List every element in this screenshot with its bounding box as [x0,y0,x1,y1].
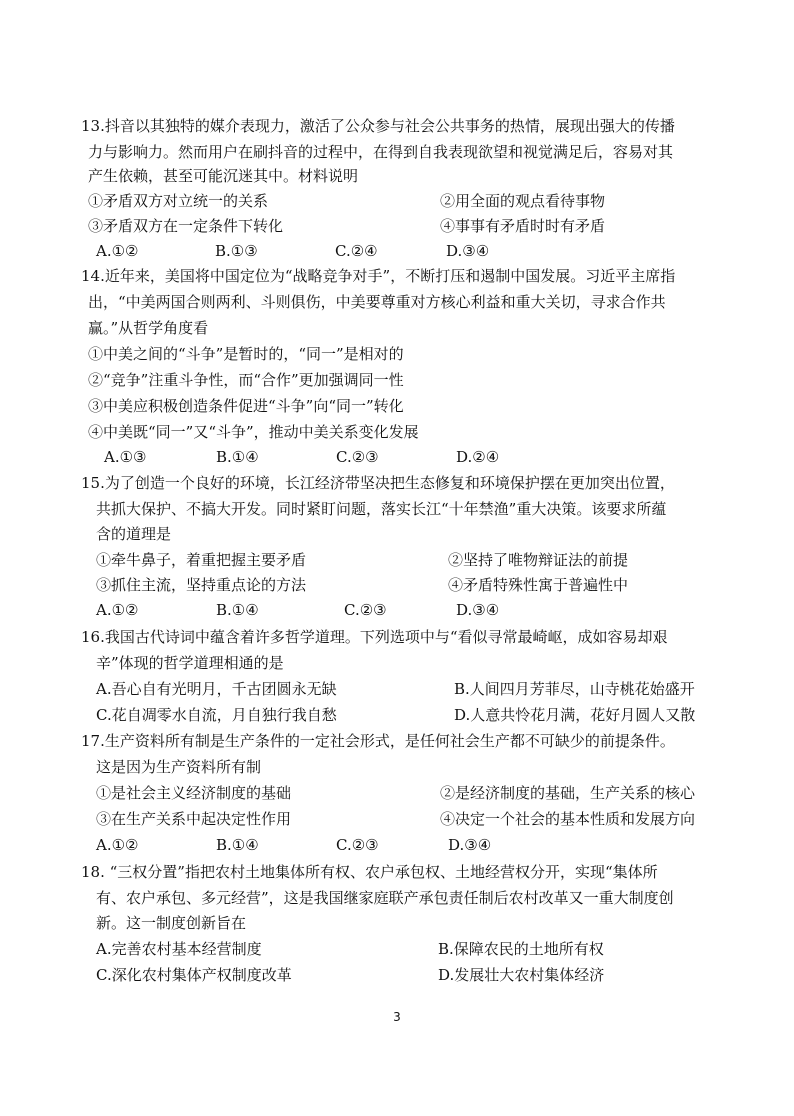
question-13-statement-1: ①矛盾双方对立统一的关系 [88,192,269,210]
question-14-line-3: 赢。”从哲学角度看 [88,319,209,337]
question-18-line-3: 新。这一制度创新旨在 [96,914,247,932]
question-17-option-d: D.③④ [448,836,492,854]
question-14-option-d: D.②④ [456,448,500,466]
question-16-line-1: 16.我国古代诗词中蕴含着许多哲学道理。下列选项中与“看似寻常最崎岖，成如容易却艰 [81,628,668,646]
question-14-line-2: 出，“中美两国合则两利、斗则俱伤，中美要尊重对方核心利益和重大关切，寻求合作共 [88,293,666,311]
question-17-option-a: A.①② [96,836,139,854]
question-13-line-1: 13.抖音以其独特的媒介表现力，激活了公众参与社会公共事务的热情，展现出强大的传播 [81,117,675,135]
question-13-option-a: A.①② [96,242,139,260]
question-15-statement-4: ④矛盾特殊性寓于普遍性中 [448,576,629,594]
question-14-statement-2: ②“竞争”注重斗争性，而“合作”更加强调同一性 [88,371,404,389]
question-17-statement-1: ①是社会主义经济制度的基础 [96,784,292,802]
question-16-option-b: B.人间四月芳菲尽，山寺桃花始盛开 [454,680,695,698]
question-17-statement-2: ②是经济制度的基础，生产关系的核心 [440,784,696,802]
question-14-option-c: C.②③ [336,448,379,466]
question-14-option-a: A.①③ [104,448,147,466]
question-15-option-b: B.①④ [216,601,259,619]
question-18-line-1: 18. “三权分置”指把农村土地集体所有权、农户承包权、土地经营权分开，实现“集体所 [81,863,658,881]
question-15-statement-2: ②坚持了唯物辩证法的前提 [448,551,629,569]
question-14-statement-4: ④中美既“同一”又“斗争”，推动中美关系变化发展 [88,423,419,441]
question-16-option-a: A.吾心自有光明月，千古团圆永无缺 [96,680,337,698]
question-17-line-2: 这是因为生产资料所有制 [96,758,262,776]
question-17-statement-3: ③在生产关系中起决定性作用 [96,810,292,828]
question-17-option-c: C.②③ [336,836,379,854]
question-13-option-d: D.③④ [446,242,490,260]
question-15-option-a: A.①② [96,601,139,619]
question-14-option-b: B.①④ [216,448,259,466]
question-16-option-c: C.花自凋零水自流，月自独行我自愁 [96,706,337,724]
question-15-line-2: 共抓大保护、不搞大开发。同时紧盯问题，落实长江“十年禁渔”重大决策。该要求所蕴 [96,500,667,518]
question-17-statement-4: ④决定一个社会的基本性质和发展方向 [440,810,696,828]
question-15-option-c: C.②③ [344,601,387,619]
question-18-line-2: 有、农户承包、多元经营”，这是我国继家庭联产承包责任制后农村改革又一重大制度创 [96,889,674,907]
question-13-option-c: C.②④ [335,242,378,260]
question-15-option-d: D.③④ [456,601,500,619]
question-15-statement-1: ①牵牛鼻子，着重把握主要矛盾 [96,551,307,569]
question-14-statement-1: ①中美之间的“斗争”是暂时的，“同一”是相对的 [88,345,404,363]
question-15-statement-3: ③抓住主流，坚持重点论的方法 [96,576,307,594]
question-18-option-a: A.完善农村基本经营制度 [96,940,262,958]
question-14-statement-3: ③中美应积极创造条件促进“斗争”向“同一”转化 [88,397,404,415]
question-15-line-3: 含的道理是 [96,525,172,543]
page-number: 3 [393,1010,401,1024]
question-18-option-d: D.发展壮大农村集体经济 [438,966,605,984]
question-13-option-b: B.①③ [215,242,258,260]
question-16-option-d: D.人意共怜花月满，花好月圆人又散 [454,706,696,724]
question-13-statement-2: ②用全面的观点看待事物 [440,192,606,210]
question-13-line-3: 产生依赖，甚至可能沉迷其中。材料说明 [88,167,359,185]
question-14-line-1: 14.近年来，美国将中国定位为“战略竞争对手”，不断打压和遏制中国发展。习近平主席指 [81,267,676,285]
question-17-line-1: 17.生产资料所有制是生产条件的一定社会形式，是任何社会生产都不可缺少的前提条件。 [81,732,675,750]
question-16-line-2: 辛”体现的哲学道理相通的是 [96,654,284,672]
question-15-line-1: 15.为了创造一个良好的环境，长江经济带坚决把生态修复和环境保护摆在更加突出位置， [81,474,675,492]
question-13-statement-3: ③矛盾双方在一定条件下转化 [88,217,284,235]
question-13-statement-4: ④事事有矛盾时时有矛盾 [440,217,606,235]
question-18-option-c: C.深化农村集体产权制度改革 [96,966,292,984]
question-17-option-b: B.①④ [216,836,259,854]
question-13-line-2: 力与影响力。然而用户在刷抖音的过程中，在得到自我表现欲望和视觉满足后，容易对其 [88,143,674,161]
question-18-option-b: B.保障农民的土地所有权 [438,940,604,958]
